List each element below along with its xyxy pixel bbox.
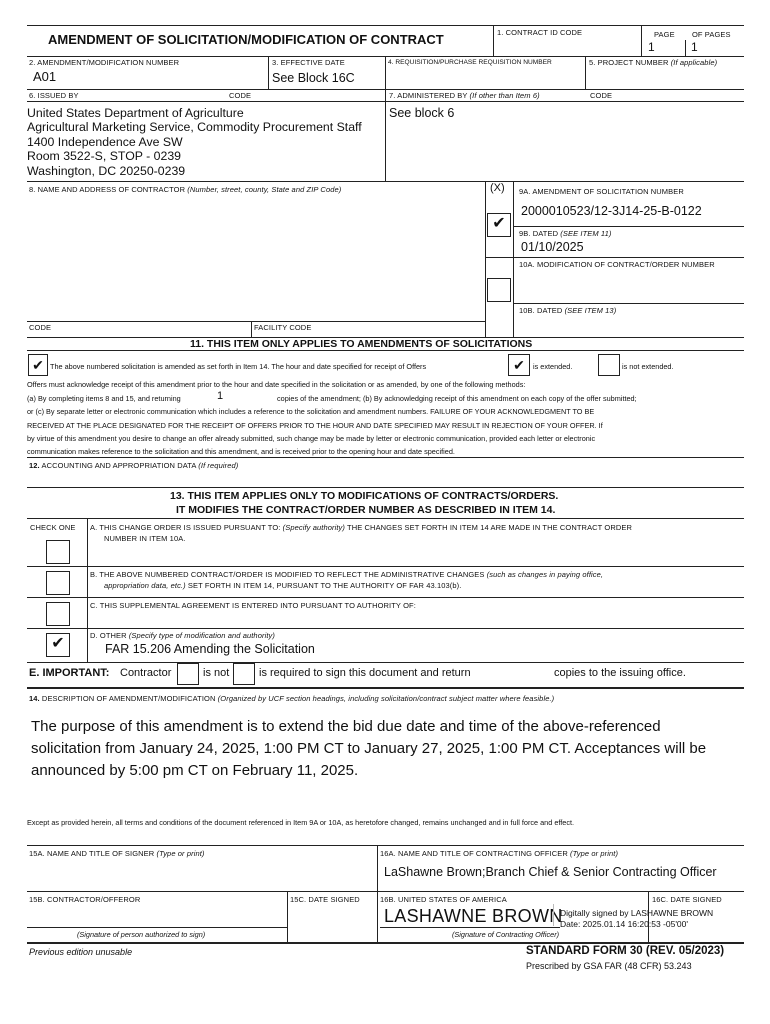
checkbox-10[interactable] bbox=[487, 278, 511, 302]
contractor-label-text: 8. NAME AND ADDRESS OF CONTRACTOR bbox=[29, 185, 186, 194]
item11-line6: by virtue of this amendment you desire to change an offer already submitted, such change may be made by letter or electronic communication, provided each letter or electronic bbox=[27, 434, 596, 443]
item13-b-note: (such as changes in paying office, bbox=[486, 570, 604, 579]
issued-by-address bbox=[27, 106, 362, 178]
important-copies: copies to the issuing office. bbox=[554, 667, 686, 679]
item13-title2: IT MODIFIES THE CONTRACT/ORDER NUMBER AS DESCRIBED IN ITEM 14. bbox=[176, 504, 556, 516]
administered-by-label bbox=[389, 91, 540, 100]
item13-d-label: D. OTHER bbox=[90, 631, 127, 640]
amendment-number-label: 2. AMENDMENT/MODIFICATION NUMBER bbox=[29, 58, 180, 67]
copies-value: 1 bbox=[217, 390, 224, 402]
item13-b-text bbox=[90, 570, 603, 579]
checkbox-13d[interactable]: ✔ bbox=[46, 633, 70, 657]
extended-checkbox[interactable]: ✔ bbox=[508, 354, 530, 376]
digital-line2: Date: 2025.01.14 16:20:53 -05'00' bbox=[560, 919, 689, 929]
checkbox-13c[interactable] bbox=[46, 602, 70, 626]
accounting-num: 12. bbox=[29, 461, 40, 470]
x-mark-label: (X) bbox=[490, 182, 505, 194]
item14-body-line: The purpose of this amendment is to extend the bid due date and time of the above-referenced bbox=[31, 718, 661, 735]
item11-text-a: The above numbered solicitation is amended as set forth in Item 14. The hour and date specified for receipt of Offers bbox=[50, 362, 427, 371]
dated-10b-note: (SEE ITEM 13) bbox=[564, 306, 617, 315]
form-number: STANDARD FORM 30 (REV. 05/2023) bbox=[526, 945, 725, 957]
except-text: Except as provided herein, all terms and conditions of the document referenced in Item 9A or 10A, as heretofore changed, remains unchanged and in full force and effect. bbox=[27, 818, 575, 827]
accounting-note: (If required) bbox=[198, 461, 239, 470]
previous-edition-text: Previous edition unusable bbox=[29, 947, 133, 957]
item13-a-label: A. THIS CHANGE ORDER IS ISSUED PURSUANT TO: bbox=[90, 523, 281, 532]
date-16c-label: 16C. DATE SIGNED bbox=[652, 895, 722, 904]
check-one-label: CHECK ONE bbox=[30, 523, 76, 532]
item13-b-label2: SET FORTH IN ITEM 14, PURSUANT TO THE AUTHORITY OF FAR 43.103(b). bbox=[187, 581, 462, 590]
item13-d-value: FAR 15.206 Amending the Solicitation bbox=[105, 642, 315, 656]
item14-num: 14. bbox=[29, 694, 40, 703]
page-value: 1 bbox=[648, 40, 655, 54]
effective-date-label: 3. EFFECTIVE DATE bbox=[272, 58, 345, 67]
signature-divider bbox=[553, 904, 554, 926]
contractor-label bbox=[29, 185, 341, 194]
amendment-number-value: A01 bbox=[33, 69, 57, 84]
not-extended-checkbox[interactable] bbox=[598, 354, 620, 376]
administered-by-text: 7. ADMINISTERED BY bbox=[389, 91, 468, 100]
accounting-label bbox=[29, 461, 238, 470]
prescribed-by: Prescribed by GSA FAR (48 CFR) 53.243 bbox=[526, 961, 692, 971]
of-pages-value: 1 bbox=[691, 40, 698, 54]
issued-by-line: Washington, DC 20250-0239 bbox=[27, 163, 186, 178]
usa-16b-label: 16B. UNITED STATES OF AMERICA bbox=[380, 895, 507, 904]
signature-15-caption bbox=[77, 930, 205, 939]
contractor-15b-label: 15B. CONTRACTOR/OFFEROR bbox=[29, 895, 141, 904]
officer-16a-label bbox=[380, 849, 618, 858]
item13-a-label2: THE CHANGES SET FORTH IN ITEM 14 ARE MADE IN THE CONTRACT ORDER bbox=[347, 523, 632, 532]
checkbox-13a[interactable] bbox=[46, 540, 70, 564]
checkbox-13b[interactable] bbox=[46, 571, 70, 595]
accounting-text: ACCOUNTING AND APPROPRIATION DATA bbox=[41, 461, 197, 470]
requisition-label: 4. REQUISITION/PURCHASE REQUISITION NUMBER bbox=[388, 59, 552, 66]
issued-code-label: CODE bbox=[229, 91, 252, 100]
effective-date-value: See Block 16C bbox=[272, 71, 355, 85]
item13-a-text3: NUMBER IN ITEM 10A. bbox=[104, 534, 186, 543]
officer-16a-text: 16A. NAME AND TITLE OF CONTRACTING OFFICER bbox=[380, 849, 568, 858]
previous-edition bbox=[29, 947, 132, 957]
is-not-checkbox[interactable] bbox=[177, 663, 199, 685]
signer-15a-text: 15A. NAME AND TITLE OF SIGNER bbox=[29, 849, 155, 858]
item14-text: DESCRIPTION OF AMENDMENT/MODIFICATION bbox=[41, 694, 216, 703]
issued-by-label: 6. ISSUED BY bbox=[29, 91, 79, 100]
item11-line3b: copies of the amendment; (b) By acknowledging receipt of this amendment on each copy of the offer submitted; bbox=[277, 394, 637, 403]
project-number-label bbox=[589, 58, 717, 67]
date-15c-label: 15C. DATE SIGNED bbox=[290, 895, 360, 904]
administered-code-label: CODE bbox=[590, 91, 613, 100]
dated-10b-label bbox=[519, 306, 616, 315]
item14-note: (Organized by UCF section headings, including solicitation/contract subject matter where feasible.) bbox=[217, 694, 555, 703]
administered-by-note: (If other than Item 6) bbox=[469, 91, 540, 100]
item11-line7: communication makes reference to the solicitation and this amendment, and is received prior to the opening hour and date specified. bbox=[27, 447, 455, 456]
item11-line3a: (a) By completing items 8 and 15, and returning bbox=[27, 394, 181, 403]
signer-15a-note: (Type or print) bbox=[156, 849, 205, 858]
item13-b-text2 bbox=[104, 581, 461, 590]
digital-signature-stamp bbox=[560, 908, 713, 930]
issued-by-line: Agricultural Marketing Service, Commodity Procurement Staff bbox=[27, 120, 362, 135]
amend-sol-value: 2000010523/12-3J14-25-B-0122 bbox=[521, 204, 702, 218]
item11-title: 11. THIS ITEM ONLY APPLIES TO AMENDMENTS OF SOLICITATIONS bbox=[190, 338, 533, 350]
form-title: AMENDMENT OF SOLICITATION/MODIFICATION OF CONTRACT bbox=[48, 32, 444, 47]
extended-label: is extended. bbox=[533, 362, 573, 371]
dated-9b-note: (SEE ITEM 11) bbox=[560, 229, 612, 238]
dated-10b-text: 10B. DATED bbox=[519, 306, 563, 315]
item13-title1: 13. THIS ITEM APPLIES ONLY TO MODIFICATIONS OF CONTRACTS/ORDERS. bbox=[170, 490, 559, 502]
item13-c-text: C. THIS SUPPLEMENTAL AGREEMENT IS ENTERED INTO PURSUANT TO AUTHORITY OF: bbox=[90, 601, 416, 610]
dated-9b-value: 01/10/2025 bbox=[521, 240, 584, 254]
amend-sol-label: 9A. AMENDMENT OF SOLICITATION NUMBER bbox=[519, 187, 684, 196]
important-label: E. IMPORTANT: bbox=[29, 667, 110, 679]
item14-body-line: solicitation from January 24, 2025, 1:00 PM CT to January 27, 2025, 1:00 PM CT. Acceptances will be bbox=[31, 740, 707, 757]
item13-b-note2: appropriation data, etc.) bbox=[104, 581, 186, 590]
important-required: is required to sign this document and return bbox=[259, 667, 471, 679]
mod-contract-label: 10A. MODIFICATION OF CONTRACT/ORDER NUMBER bbox=[519, 260, 715, 269]
project-number-text: 5. PROJECT NUMBER bbox=[589, 58, 669, 67]
item13-a-note: (Specify authority) bbox=[282, 523, 345, 532]
contractor-code-label: CODE bbox=[29, 323, 52, 332]
signature-16-caption bbox=[452, 930, 559, 939]
issued-by-line: United States Department of Agriculture bbox=[27, 106, 244, 120]
officer-16a-note: (Type or print) bbox=[570, 849, 619, 858]
contractor-label-note: (Number, street, county, State and ZIP Code) bbox=[187, 185, 342, 194]
not-extended-label: is not extended. bbox=[622, 362, 674, 371]
important-is-not: is not bbox=[203, 667, 230, 679]
important-contractor: Contractor bbox=[120, 667, 172, 679]
item14-body-line: announced by 5:00 pm CT on February 11, 2025. bbox=[31, 762, 359, 779]
item13-d-text bbox=[90, 631, 275, 640]
is-required-checkbox[interactable] bbox=[233, 663, 255, 685]
item14-body bbox=[31, 716, 706, 782]
signature-name: LASHAWNE BROWN bbox=[384, 906, 563, 926]
item11-line5: RECEIVED AT THE PLACE DESIGNATED FOR THE RECEIPT OF OFFERS PRIOR TO THE HOUR AND DATE SPECIFIED MAY RESULT IN REJECTION OF YOUR OFFER. If bbox=[27, 421, 603, 430]
signer-15a-label bbox=[29, 849, 205, 858]
dated-9b-text: 9B. DATED bbox=[519, 229, 559, 238]
administered-by-value: See block 6 bbox=[389, 106, 455, 120]
page-label: PAGE bbox=[654, 30, 675, 39]
digital-line1: Digitally signed by LASHAWNE BROWN bbox=[560, 908, 714, 918]
facility-code-label: FACILITY CODE bbox=[254, 323, 312, 332]
item13-a-text bbox=[90, 523, 632, 532]
project-number-note: (If applicable) bbox=[670, 58, 718, 67]
of-pages-label: OF PAGES bbox=[692, 30, 731, 39]
signature-15-caption-text: (Signature of person authorized to sign) bbox=[77, 930, 206, 939]
issued-by-line: 1400 Independence Ave SW bbox=[27, 134, 183, 149]
item14-label bbox=[29, 694, 554, 703]
signature-16-caption-text: (Signature of Contracting Officer) bbox=[452, 930, 560, 939]
item11-checkbox[interactable]: ✔ bbox=[28, 354, 48, 376]
officer-16a-value: LaShawne Brown;Branch Chief & Senior Contracting Officer bbox=[384, 865, 717, 879]
item11-line4: or (c) By separate letter or electronic communication which includes a reference to the solicitation and amendment numbers. FAILURE OF YOUR ACKNOWLEDGMENT TO BE bbox=[27, 407, 595, 416]
checkbox-9[interactable]: ✔ bbox=[487, 213, 511, 237]
issued-by-line: Room 3522-S, STOP - 0239 bbox=[27, 149, 182, 164]
contract-id-label: 1. CONTRACT ID CODE bbox=[497, 28, 583, 37]
item13-d-note: (Specify type of modification and authority) bbox=[128, 631, 275, 640]
dated-9b-label bbox=[519, 229, 611, 238]
item13-b-label: B. THE ABOVE NUMBERED CONTRACT/ORDER IS MODIFIED TO REFLECT THE ADMINISTRATIVE CHANGES bbox=[90, 570, 485, 579]
item11-line2: Offers must acknowledge receipt of this amendment prior to the hour and date specified in the solicitation or as amended, by one of the following methods: bbox=[27, 380, 526, 389]
